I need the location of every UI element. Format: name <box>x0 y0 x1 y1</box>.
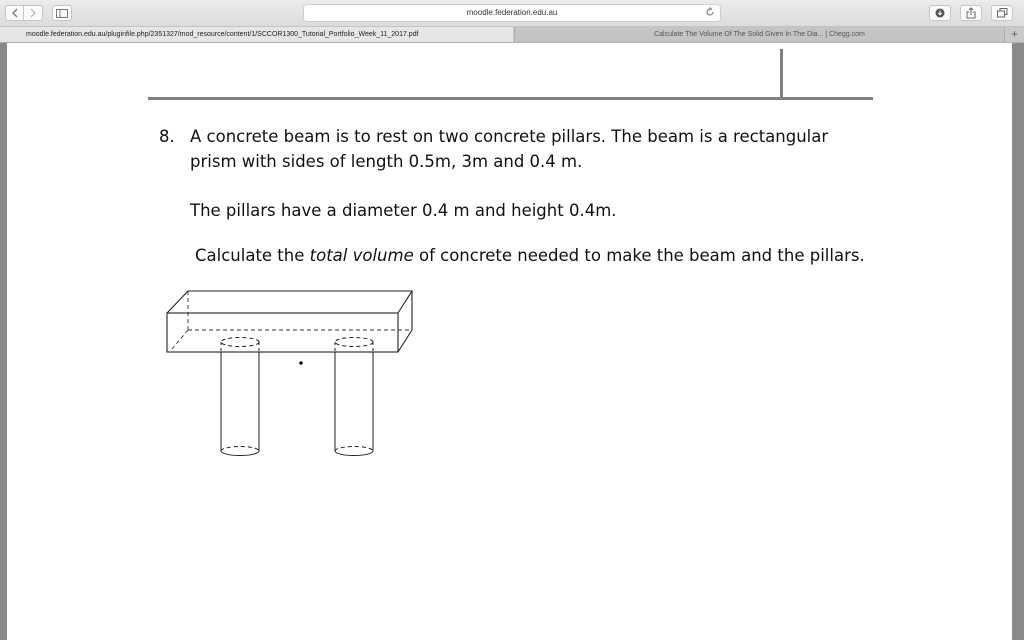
pdf-viewer[interactable] <box>0 43 1024 640</box>
share-icon <box>966 7 976 19</box>
question-emphasis: total volume <box>309 246 414 265</box>
sidebar-icon <box>56 9 68 18</box>
tab-bar <box>0 27 1024 43</box>
chevron-right-icon <box>29 8 37 18</box>
question-line-3: The pillars have a diameter 0.4 m and height 0.4m. <box>190 201 617 220</box>
pillar-right <box>335 338 373 456</box>
share-button[interactable] <box>960 5 982 21</box>
question-line-1: A concrete beam is to rest on two concrete pillars. The beam is a rectangular <box>190 127 829 146</box>
browser-toolbar <box>0 0 1024 27</box>
sidebar-button[interactable] <box>52 5 72 21</box>
question-line-4-start: Calculate the <box>195 246 310 265</box>
question-line-4 <box>195 246 865 265</box>
question-line-4-end: of concrete needed to make the beam and the pillars. <box>413 246 865 265</box>
tab-chegg[interactable]: Calculate The Volume Of The Solid Given In The Dia... | Chegg.com <box>514 27 1004 42</box>
question-number: 8. <box>159 127 175 146</box>
page-horizontal-rule <box>148 97 873 100</box>
chevron-left-icon <box>11 8 19 18</box>
address-text: moodle.federation.edu.au <box>466 8 558 17</box>
back-button[interactable] <box>5 5 24 21</box>
page-vertical-rule <box>780 49 783 100</box>
beam-pillars-diagram <box>162 281 427 466</box>
tab-pdf[interactable]: moodle.federation.edu.au/pluginfile.php/2351327/mod_resource/content/1/SCCOR1300_Tutorial_Portfolio_Week_11_2017.pdf <box>0 27 513 42</box>
question-line-2: prism with sides of length 0.5m, 3m and 0.4 m. <box>190 152 583 171</box>
nav-buttons <box>5 5 43 21</box>
beam <box>167 291 412 352</box>
tabs-overview-button[interactable] <box>991 5 1013 21</box>
beam-right-face <box>398 291 412 352</box>
pillar-left <box>221 338 259 456</box>
download-button[interactable] <box>929 5 951 21</box>
address-bar[interactable] <box>303 4 721 22</box>
reload-icon <box>705 7 715 17</box>
download-icon <box>935 8 945 18</box>
diagram-dot <box>299 361 303 365</box>
forward-button[interactable] <box>24 5 43 21</box>
reload-button[interactable] <box>705 7 715 20</box>
beam-front-face <box>167 313 398 352</box>
tabs-overview-icon <box>997 8 1008 18</box>
beam-top-face <box>167 291 412 313</box>
beam-hidden-edges <box>172 291 412 349</box>
pdf-page <box>7 43 1012 640</box>
new-tab-button[interactable]: + <box>1004 27 1024 42</box>
